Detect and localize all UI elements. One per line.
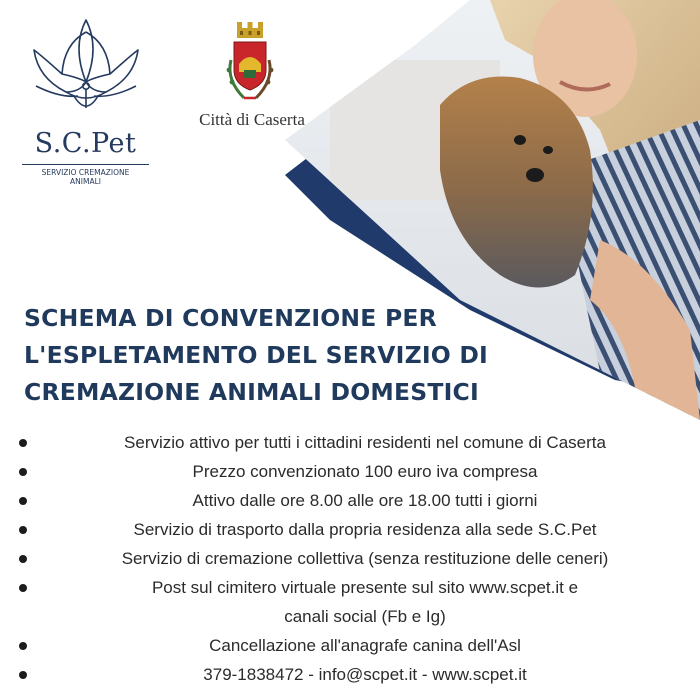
bullet-icon (19, 671, 27, 679)
list-item-text: Prezzo convenzionato 100 euro iva compresa (192, 462, 538, 481)
coat-of-arms-icon (222, 20, 278, 106)
list-item (0, 660, 700, 689)
headline (24, 300, 584, 411)
list-item-text: Servizio di cremazione collettiva (senza restituzione delle ceneri) (121, 549, 609, 568)
lotus-icon (30, 12, 142, 122)
list-item (0, 457, 700, 486)
bullet-icon (19, 642, 27, 650)
bullet-icon (19, 497, 27, 505)
bullet-icon (19, 584, 27, 592)
list-item (0, 573, 700, 631)
bullet-icon (19, 555, 27, 563)
list-item-text-line2: canali social (Fb e Ig) (284, 607, 446, 626)
bullet-icon (19, 468, 27, 476)
list-item-text: Servizio di trasporto dalla propria residenza alla sede S.C.Pet (133, 520, 597, 539)
list-item-text: Servizio attivo per tutti i cittadini residenti nel comune di Caserta (124, 433, 606, 452)
headline-line2: L'ESPLETAMENTO DEL SERVIZIO DI (24, 341, 488, 369)
scpet-subtitle-line2: ANIMALI (70, 177, 101, 186)
bullet-icon (19, 439, 27, 447)
scpet-brand-name: S.C.Pet (34, 128, 137, 159)
list-item-text: Cancellazione all'anagrafe canina dell'Asl (209, 636, 521, 655)
list-item (0, 515, 700, 544)
list-item-text: Attivo dalle ore 8.00 alle ore 18.00 tutti i giorni (192, 491, 538, 510)
logo-divider (22, 164, 149, 165)
list-item-text (36, 573, 694, 631)
scpet-subtitle-line1: SERVIZIO CREMAZIONE (41, 168, 130, 177)
list-item (0, 428, 700, 457)
headline-line3: CREMAZIONE ANIMALI DOMESTICI (24, 378, 479, 406)
list-item-text-line1: Post sul cimitero virtuale presente sul sito www.scpet.it e (151, 578, 579, 597)
list-item (0, 544, 700, 573)
headline-line1: SCHEMA DI CONVENZIONE PER (24, 304, 437, 332)
city-name: Città di Caserta (199, 110, 305, 129)
service-list (0, 428, 700, 689)
scpet-subtitle (18, 168, 153, 186)
list-item (0, 631, 700, 660)
bullet-icon (19, 526, 27, 534)
scpet-logo (18, 12, 153, 186)
list-item (0, 486, 700, 515)
contact-info: 379-1838472 - info@scpet.it - www.scpet.it (203, 665, 527, 684)
